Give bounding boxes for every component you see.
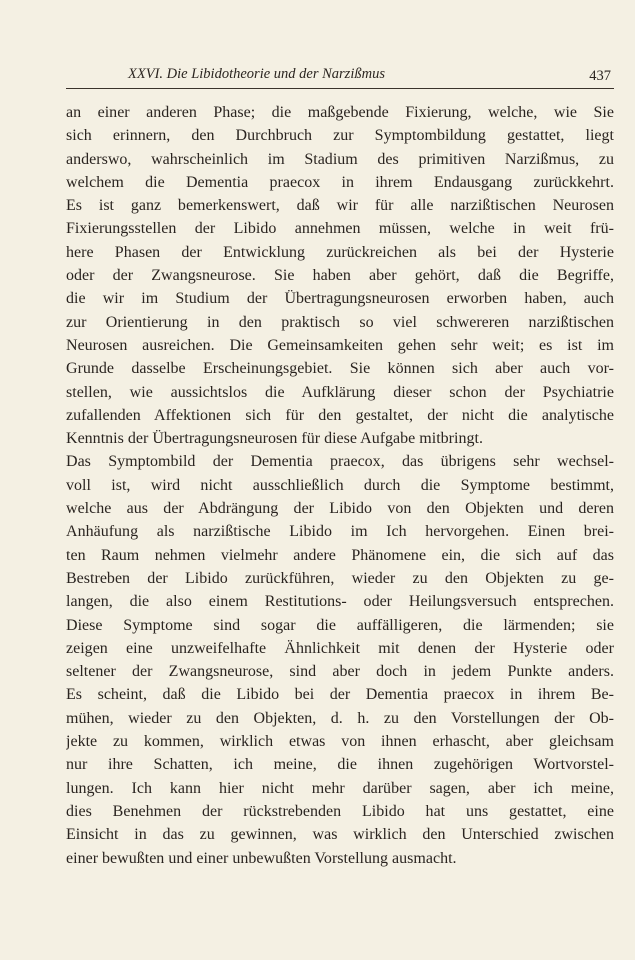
text-line: welchem die Dementia praecox in ihrem Endausgang zurückkehrt. [66,173,614,191]
text-line: Es scheint, daß die Libido bei der Dementia praecox in ihrem Be- [66,686,614,704]
text-line: ten Raum nehmen vielmehr andere Phänomene ein, die sich auf das [66,546,614,564]
text-line: Bestreben der Libido zurückführen, wieder zu den Objekten zu ge- [66,569,614,587]
text-line: sich erinnern, den Durchbruch zur Symptombildung gestattet, liegt [66,127,614,145]
text-line: Kenntnis der Übertragungsneurosen für diese Aufgabe mitbringt. [66,430,483,448]
header-rule [66,88,614,89]
text-line: Es ist ganz bemerkenswert, daß wir für alle narzißtischen Neurosen [66,197,614,215]
text-line: dies Benehmen der rückstrebenden Libido hat uns gestattet, eine [66,802,614,820]
text-line: Anhäufung als narzißtische Libido im Ich hervorgehen. Einen brei- [66,523,614,541]
text-line: seltener der Zwangsneurose, sind aber doch in jedem Punkte anders. [66,663,614,681]
text-line: stellen, wie aussichtslos die Aufklärung dieser schon der Psychiatrie [66,383,614,401]
text-line: Das Symptombild der Dementia praecox, das übrigens sehr wechsel- [66,453,614,471]
text-line: zeigen eine unzweifelhafte Ähnlichkeit mit denen der Hysterie oder [66,639,614,657]
text-line: Diese Symptome sind sogar die auffälligeren, die lärmenden; sie [66,616,614,634]
text-line: anderswo, wahrscheinlich im Stadium des primitiven Narzißmus, zu [66,150,614,168]
text-line: Neurosen ausreichen. Die Gemeinsamkeiten gehen sehr weit; es ist im [66,336,614,354]
text-line: an einer anderen Phase; die maßgebende Fixierung, welche, wie Sie [66,104,614,121]
text-line: nur ihre Schatten, ich meine, die ihnen zugehörigen Wortvorstel- [66,756,614,774]
text-line: zufallenden Affektionen sich für den gestaltet, der nicht die analytische [66,406,614,424]
body-text [66,101,614,870]
text-line: mühen, wieder zu den Objekten, d. h. zu den Vorstellungen der Ob- [66,709,614,727]
text-line: langen, die also einem Restitutions- oder Heilungsversuch entsprechen. [66,593,614,611]
text-line: Grunde dasselbe Erscheinungsgebiet. Sie können sich aber auch vor- [66,360,614,378]
text-line: voll ist, wird nicht ausschließlich durch die Symptome bestimmt, [66,476,614,494]
text-line: zur Orientierung in den praktisch so viel schwereren narzißtischen [66,313,614,331]
text-line: oder der Zwangsneurose. Sie haben aber gehört, daß die Begriffe, [66,267,614,285]
text-line: jekte zu kommen, wirklich etwas von ihnen erhascht, aber gleichsam [66,733,614,751]
page-number: 437 [589,68,611,84]
text-line: here Phasen der Entwicklung zurückreichen als bei der Hysterie [66,243,614,261]
text-line: welche aus der Abdrängung der Libido von den Objekten und deren [66,500,614,518]
text-line: Fixierungsstellen der Libido annehmen müssen, welche in weit frü- [66,220,614,238]
text-line: lungen. Ich kann hier nicht mehr darüber sagen, aber ich meine, [66,779,614,797]
text-line: einer bewußten und einer unbewußten Vorstellung ausmacht. [66,849,457,867]
running-title: XXVI. Die Libidotheorie und der Narzißmus [128,66,385,82]
text-line: die wir im Studium der Übertragungsneurosen erworben haben, auch [66,290,614,308]
text-line: Einsicht in das zu gewinnen, was wirklich den Unterschied zwischen [66,826,614,844]
